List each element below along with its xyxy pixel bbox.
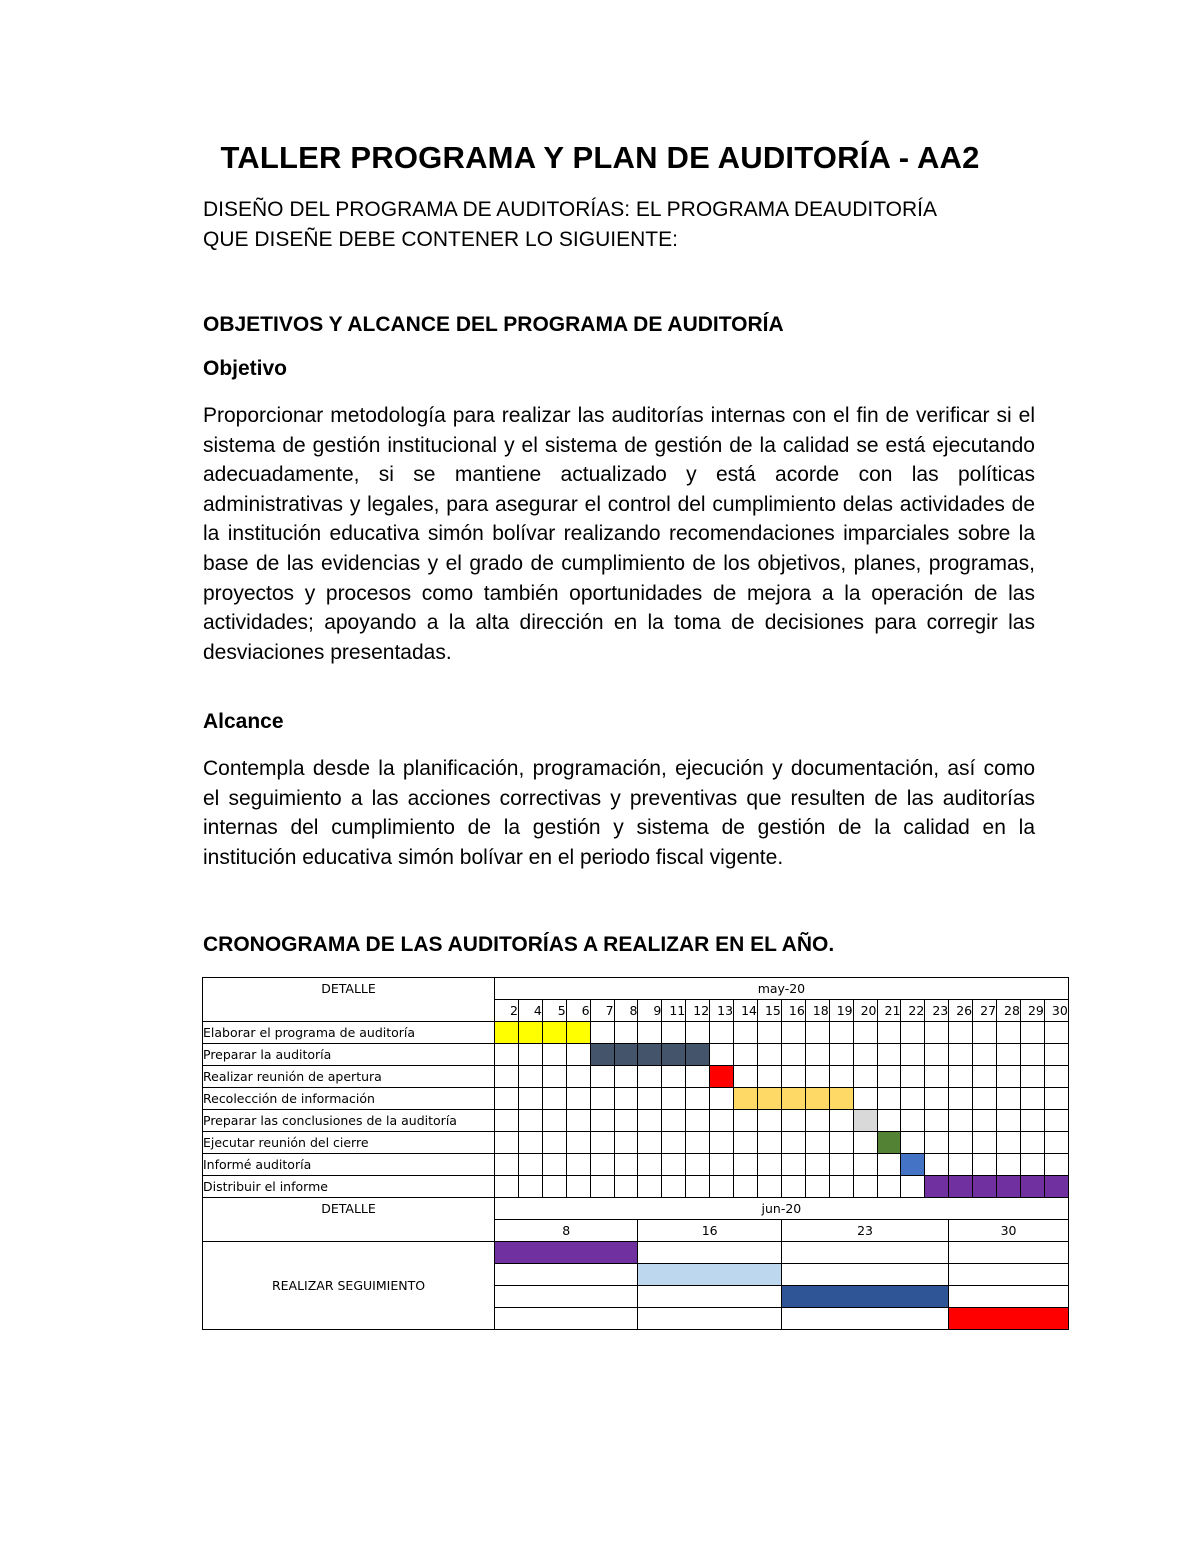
gantt-bar-cell — [1020, 1176, 1044, 1198]
gantt-cell — [518, 1154, 542, 1176]
gantt-cell — [638, 1176, 662, 1198]
gantt-cell — [853, 1044, 877, 1066]
gantt-cell — [853, 1176, 877, 1198]
gantt-cell — [781, 1110, 805, 1132]
gantt-bar-cell — [853, 1110, 877, 1132]
gantt-cell — [805, 1110, 829, 1132]
gantt-cell — [1044, 1022, 1068, 1044]
task-name: Distribuir el informe — [203, 1176, 495, 1198]
week-header: 8 — [495, 1220, 638, 1242]
gantt-cell — [1044, 1154, 1068, 1176]
gantt-cell — [638, 1088, 662, 1110]
gantt-cell — [973, 1022, 997, 1044]
gantt-cell — [542, 1110, 566, 1132]
task-row — [203, 1110, 1069, 1132]
gantt-cell — [638, 1066, 662, 1088]
day-header: 22 — [901, 1000, 925, 1022]
follow-up-cell — [949, 1242, 1069, 1264]
gantt-cell — [662, 1110, 686, 1132]
gantt-bar-cell — [710, 1066, 734, 1088]
gantt-cell — [614, 1154, 638, 1176]
follow-up-cell — [638, 1286, 781, 1308]
gantt-cell — [829, 1022, 853, 1044]
gantt-cell — [997, 1154, 1021, 1176]
gantt-cell — [495, 1132, 519, 1154]
task-row — [203, 1066, 1069, 1088]
detail-header: DETALLE — [203, 978, 495, 1022]
gantt-cell — [973, 1088, 997, 1110]
follow-up-cell — [638, 1308, 781, 1330]
gantt-cell — [590, 1088, 614, 1110]
day-header: 29 — [1020, 1000, 1044, 1022]
gantt-cell — [614, 1022, 638, 1044]
cronograma-title: CRONOGRAMA DE LAS AUDITORÍAS A REALIZAR EN EL AÑO. — [203, 933, 835, 956]
gantt-cell — [686, 1110, 710, 1132]
follow-up-row — [203, 1242, 1069, 1264]
day-header: 16 — [781, 1000, 805, 1022]
gantt-cell — [877, 1176, 901, 1198]
gantt-cell — [710, 1044, 734, 1066]
gantt-cell — [638, 1132, 662, 1154]
gantt-cell — [997, 1110, 1021, 1132]
gantt-bar-cell — [518, 1022, 542, 1044]
gantt-cell — [1044, 1110, 1068, 1132]
day-header: 19 — [829, 1000, 853, 1022]
gantt-bar-cell — [542, 1022, 566, 1044]
task-row — [203, 1044, 1069, 1066]
gantt-cell — [973, 1132, 997, 1154]
gantt-cell — [495, 1066, 519, 1088]
day-header: 18 — [805, 1000, 829, 1022]
gantt-cell — [734, 1044, 758, 1066]
gantt-cell — [757, 1176, 781, 1198]
gantt-cell — [877, 1154, 901, 1176]
day-header: 5 — [542, 1000, 566, 1022]
gantt-bar-cell — [662, 1044, 686, 1066]
gantt-cell — [518, 1132, 542, 1154]
day-header: 20 — [853, 1000, 877, 1022]
gantt-bar-cell — [614, 1044, 638, 1066]
gantt-cell — [518, 1176, 542, 1198]
gantt-cell — [614, 1176, 638, 1198]
gantt-cell — [805, 1044, 829, 1066]
objetivo-paragraph: Proporcionar metodología para realizar las auditorías internas con el fin de verificar si el sistema de gestión institucional y el sistema de gestión de la calidad se está ejecutando adecuadamente, si se mantiene actualizado y está acorde con las políticas administrativas y legales, para asegurar el control del cumplimiento delas actividades de la institución educativa simón bolívar realizando recomendaciones imparciales sobre la base de las evidencias y el grado de cumplimiento de los objetivos, planes, programas, proyectos y procesos como también oportunidades de mejora a la operación de las actividades; apoyando a la alta dirección en la toma de decisiones para corregir las desviaciones presentadas. — [203, 404, 1035, 664]
gantt-cell — [495, 1176, 519, 1198]
gantt-cell — [853, 1132, 877, 1154]
jun-month-header: jun-20 — [495, 1198, 1069, 1220]
gantt-cell — [614, 1088, 638, 1110]
intro-line-2: QUE DISEÑE DEBE CONTENER LO SIGUIENTE: — [203, 228, 678, 251]
day-header: 9 — [638, 1000, 662, 1022]
gantt-cell — [638, 1110, 662, 1132]
gantt-cell — [686, 1176, 710, 1198]
gantt-cell — [781, 1022, 805, 1044]
gantt-cell — [662, 1176, 686, 1198]
gantt-bar-cell — [805, 1088, 829, 1110]
day-header: 23 — [925, 1000, 949, 1022]
gantt-cell — [734, 1154, 758, 1176]
gantt-cell — [662, 1066, 686, 1088]
gantt-cell — [590, 1154, 614, 1176]
gantt-cell — [1020, 1022, 1044, 1044]
gantt-bar-cell — [829, 1088, 853, 1110]
gantt-cell — [925, 1066, 949, 1088]
gantt-cell — [997, 1066, 1021, 1088]
task-name: Recolección de información — [203, 1088, 495, 1110]
gantt-cell — [614, 1066, 638, 1088]
day-header: 15 — [757, 1000, 781, 1022]
gantt-cell — [925, 1132, 949, 1154]
gantt-cell — [1020, 1088, 1044, 1110]
gantt-cell — [829, 1154, 853, 1176]
gantt-cell — [781, 1176, 805, 1198]
may-header-row — [203, 978, 1069, 1000]
gantt-cell — [805, 1176, 829, 1198]
gantt-cell — [757, 1044, 781, 1066]
day-header: 30 — [1044, 1000, 1068, 1022]
gantt-cell — [1020, 1066, 1044, 1088]
gantt-cell — [901, 1066, 925, 1088]
gantt-cell — [495, 1088, 519, 1110]
detail-header: DETALLE — [203, 1198, 495, 1242]
gantt-bar-cell — [734, 1088, 758, 1110]
gantt-cell — [901, 1022, 925, 1044]
gantt-bar-cell — [566, 1022, 590, 1044]
follow-up-cell — [638, 1242, 781, 1264]
gantt-bar-cell — [495, 1022, 519, 1044]
gantt-cell — [710, 1110, 734, 1132]
task-name: Preparar las conclusiones de la auditoría — [203, 1110, 495, 1132]
gantt-cell — [590, 1110, 614, 1132]
follow-up-cell — [495, 1308, 638, 1330]
week-header: 16 — [638, 1220, 781, 1242]
gantt-cell — [901, 1110, 925, 1132]
gantt-cell — [949, 1066, 973, 1088]
day-header: 11 — [662, 1000, 686, 1022]
task-row — [203, 1154, 1069, 1176]
gantt-cell — [686, 1088, 710, 1110]
gantt-cell — [925, 1044, 949, 1066]
gantt-cell — [757, 1110, 781, 1132]
follow-up-cell — [495, 1264, 638, 1286]
gantt-cell — [997, 1088, 1021, 1110]
gantt-cell — [973, 1066, 997, 1088]
gantt-cell — [686, 1132, 710, 1154]
gantt-cell — [1044, 1044, 1068, 1066]
gantt-cell — [662, 1132, 686, 1154]
gantt-cell — [781, 1066, 805, 1088]
gantt-cell — [638, 1154, 662, 1176]
task-name: Informé auditoría — [203, 1154, 495, 1176]
task-name: Elaborar el programa de auditoría — [203, 1022, 495, 1044]
gantt-cell — [686, 1022, 710, 1044]
objetivo-heading: Objetivo — [203, 357, 288, 380]
gantt-cell — [1020, 1154, 1044, 1176]
gantt-cell — [590, 1132, 614, 1154]
gantt-bar-cell — [638, 1044, 662, 1066]
day-header: 6 — [566, 1000, 590, 1022]
gantt-cell — [997, 1022, 1021, 1044]
day-header: 12 — [686, 1000, 710, 1022]
gantt-cell — [1044, 1066, 1068, 1088]
gantt-cell — [949, 1110, 973, 1132]
gantt-cell — [853, 1022, 877, 1044]
gantt-cell — [829, 1132, 853, 1154]
gantt-cell — [1044, 1088, 1068, 1110]
gantt-cell — [686, 1066, 710, 1088]
gantt-cell — [805, 1066, 829, 1088]
follow-up-bar — [495, 1242, 638, 1264]
gantt-bar-cell — [973, 1176, 997, 1198]
gantt-cell — [566, 1110, 590, 1132]
gantt-cell — [925, 1088, 949, 1110]
gantt-cell — [495, 1110, 519, 1132]
follow-up-bar — [949, 1308, 1069, 1330]
gantt-cell — [542, 1132, 566, 1154]
follow-up-activity: REALIZAR SEGUIMIENTO — [203, 1242, 495, 1330]
gantt-cell — [949, 1022, 973, 1044]
gantt-cell — [710, 1132, 734, 1154]
gantt-cell — [710, 1176, 734, 1198]
gantt-cell — [805, 1132, 829, 1154]
gantt-cell — [901, 1044, 925, 1066]
day-header: 28 — [997, 1000, 1021, 1022]
day-header: 21 — [877, 1000, 901, 1022]
gantt-cell — [973, 1110, 997, 1132]
gantt-cell — [805, 1154, 829, 1176]
gantt-cell — [997, 1044, 1021, 1066]
gantt-bar-cell — [1044, 1176, 1068, 1198]
gantt-cell — [662, 1154, 686, 1176]
gantt-cell — [542, 1044, 566, 1066]
gantt-cell — [1020, 1044, 1044, 1066]
gantt-cell — [495, 1154, 519, 1176]
follow-up-cell — [781, 1264, 948, 1286]
gantt-cell — [1020, 1110, 1044, 1132]
alcance-heading: Alcance — [203, 710, 284, 733]
gantt-cell — [566, 1154, 590, 1176]
day-header: 4 — [518, 1000, 542, 1022]
gantt-cell — [949, 1088, 973, 1110]
document-title: TALLER PROGRAMA Y PLAN DE AUDITORÍA - AA2 — [220, 140, 980, 175]
gantt-cell — [781, 1154, 805, 1176]
gantt-cell — [757, 1022, 781, 1044]
gantt-cell — [901, 1132, 925, 1154]
gantt-cell — [734, 1066, 758, 1088]
gantt-cell — [542, 1176, 566, 1198]
gantt-cell — [542, 1088, 566, 1110]
day-header: 14 — [734, 1000, 758, 1022]
task-name: Ejecutar reunión del cierre — [203, 1132, 495, 1154]
gantt-bar-cell — [781, 1088, 805, 1110]
gantt-cell — [662, 1022, 686, 1044]
gantt-bar-cell — [757, 1088, 781, 1110]
follow-up-cell — [495, 1286, 638, 1308]
gantt-bar-cell — [686, 1044, 710, 1066]
gantt-cell — [590, 1066, 614, 1088]
gantt-cell — [853, 1066, 877, 1088]
alcance-paragraph: Contempla desde la planificación, programación, ejecución y documentación, así como el seguimiento a las acciones correctivas y preventivas que resulten de las auditorías internas del cumplimiento de la gestión y sistema de gestión de la calidad en la institución educativa simón bolívar en el periodo fiscal vigente. — [203, 757, 1035, 869]
gantt-cell — [566, 1176, 590, 1198]
gantt-cell — [734, 1132, 758, 1154]
task-row — [203, 1176, 1069, 1198]
gantt-cell — [949, 1154, 973, 1176]
gantt-cell — [566, 1044, 590, 1066]
gantt-cell — [662, 1088, 686, 1110]
gantt-cell — [710, 1154, 734, 1176]
follow-up-cell — [781, 1242, 948, 1264]
gantt-cell — [757, 1132, 781, 1154]
gantt-cell — [949, 1132, 973, 1154]
gantt-cell — [566, 1088, 590, 1110]
gantt-cell — [757, 1066, 781, 1088]
task-name: Realizar reunión de apertura — [203, 1066, 495, 1088]
gantt-cell — [734, 1176, 758, 1198]
section-title: OBJETIVOS Y ALCANCE DEL PROGRAMA DE AUDITORÍA — [203, 313, 784, 336]
gantt-cell — [949, 1044, 973, 1066]
gantt-cell — [734, 1022, 758, 1044]
gantt-cell — [925, 1110, 949, 1132]
gantt-cell — [877, 1110, 901, 1132]
day-header: 8 — [614, 1000, 638, 1022]
follow-up-bar — [638, 1264, 781, 1286]
gantt-cell — [518, 1110, 542, 1132]
day-header: 7 — [590, 1000, 614, 1022]
gantt-bar-cell — [877, 1132, 901, 1154]
gantt-cell — [757, 1154, 781, 1176]
gantt-cell — [566, 1066, 590, 1088]
gantt-cell — [877, 1066, 901, 1088]
gantt-cell — [829, 1044, 853, 1066]
follow-up-cell — [781, 1308, 948, 1330]
day-header: 26 — [949, 1000, 973, 1022]
jun-header-row — [203, 1198, 1069, 1220]
gantt-cell — [829, 1066, 853, 1088]
gantt-cell — [734, 1110, 758, 1132]
gantt-cell — [638, 1022, 662, 1044]
gantt-cell — [901, 1088, 925, 1110]
schedule-table — [202, 977, 1069, 1330]
gantt-bar-cell — [901, 1154, 925, 1176]
gantt-cell — [925, 1154, 949, 1176]
day-header: 13 — [710, 1000, 734, 1022]
gantt-cell — [973, 1154, 997, 1176]
gantt-cell — [590, 1176, 614, 1198]
gantt-cell — [518, 1044, 542, 1066]
gantt-cell — [781, 1132, 805, 1154]
gantt-cell — [901, 1176, 925, 1198]
gantt-cell — [614, 1132, 638, 1154]
gantt-cell — [853, 1154, 877, 1176]
task-row — [203, 1132, 1069, 1154]
day-header: 27 — [973, 1000, 997, 1022]
gantt-cell — [829, 1176, 853, 1198]
gantt-cell — [518, 1088, 542, 1110]
intro-line-1: DISEÑO DEL PROGRAMA DE AUDITORÍAS: EL PROGRAMA DEAUDITORÍA — [203, 198, 937, 221]
week-header: 30 — [949, 1220, 1069, 1242]
gantt-cell — [829, 1110, 853, 1132]
gantt-cell — [877, 1022, 901, 1044]
gantt-cell — [495, 1044, 519, 1066]
follow-up-cell — [949, 1286, 1069, 1308]
gantt-cell — [518, 1066, 542, 1088]
may-month-header: may-20 — [495, 978, 1069, 1000]
gantt-cell — [710, 1022, 734, 1044]
gantt-cell — [542, 1154, 566, 1176]
gantt-cell — [877, 1088, 901, 1110]
gantt-bar-cell — [949, 1176, 973, 1198]
week-header: 23 — [781, 1220, 948, 1242]
gantt-cell — [542, 1066, 566, 1088]
gantt-bar-cell — [997, 1176, 1021, 1198]
gantt-cell — [853, 1088, 877, 1110]
gantt-cell — [686, 1154, 710, 1176]
gantt-bar-cell — [590, 1044, 614, 1066]
task-row — [203, 1088, 1069, 1110]
follow-up-cell — [949, 1264, 1069, 1286]
day-header: 2 — [495, 1000, 519, 1022]
gantt-cell — [710, 1088, 734, 1110]
gantt-cell — [877, 1044, 901, 1066]
gantt-cell — [997, 1132, 1021, 1154]
gantt-cell — [781, 1044, 805, 1066]
gantt-cell — [1020, 1132, 1044, 1154]
task-name: Preparar la auditoría — [203, 1044, 495, 1066]
gantt-cell — [925, 1022, 949, 1044]
gantt-cell — [805, 1022, 829, 1044]
gantt-cell — [973, 1044, 997, 1066]
gantt-cell — [614, 1110, 638, 1132]
follow-up-bar — [781, 1286, 948, 1308]
gantt-cell — [1044, 1132, 1068, 1154]
gantt-bar-cell — [925, 1176, 949, 1198]
gantt-cell — [566, 1132, 590, 1154]
gantt-cell — [590, 1022, 614, 1044]
task-row — [203, 1022, 1069, 1044]
